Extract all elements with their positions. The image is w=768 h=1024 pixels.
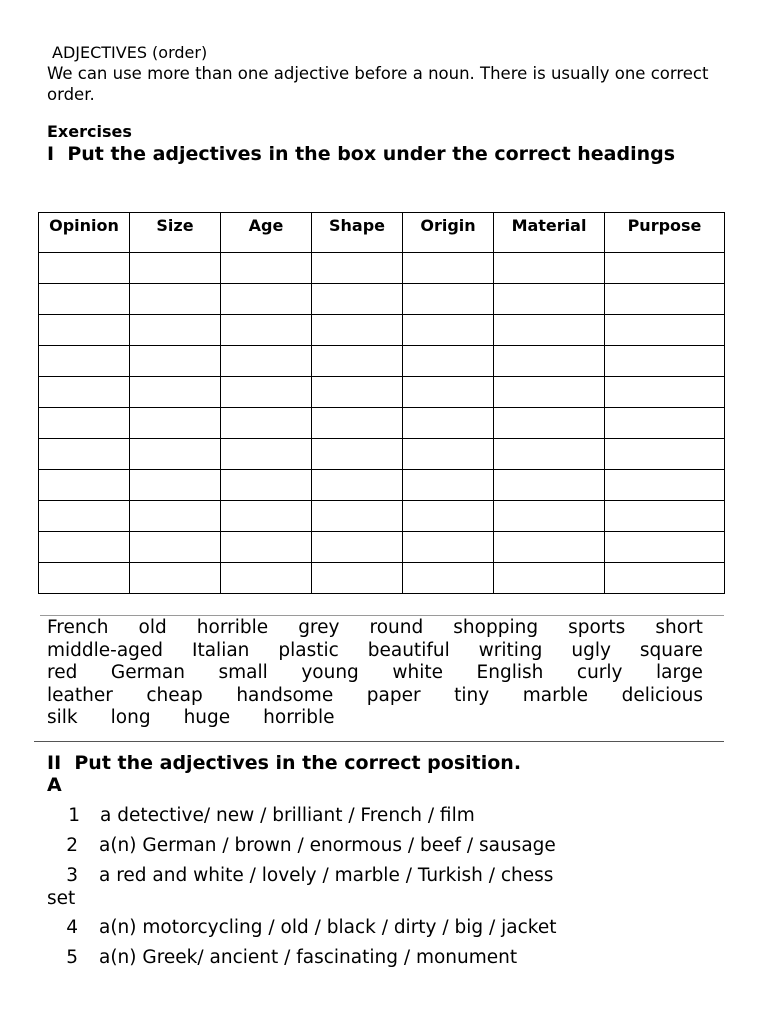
word-item: square — [639, 639, 703, 661]
table-cell — [494, 563, 605, 594]
worksheet-title: ADJECTIVES (order) — [52, 43, 208, 62]
item-text: a red and white / lovely / marble / Turkish / chess — [99, 865, 554, 886]
table-row — [39, 315, 725, 346]
table-cell — [605, 253, 725, 284]
table-cell — [312, 563, 403, 594]
table-row — [39, 346, 725, 377]
word-item: horrible — [263, 707, 335, 728]
table-cell — [39, 470, 130, 501]
table-row — [39, 284, 725, 315]
table-row — [39, 439, 725, 470]
item-text: a(n) German / brown / enormous / beef / sausage — [99, 835, 556, 856]
table-cell — [312, 346, 403, 377]
table-cell — [39, 532, 130, 563]
table-cell — [130, 501, 221, 532]
table-cell — [494, 439, 605, 470]
table-cell — [221, 377, 312, 408]
word-item: huge — [183, 707, 231, 728]
word-item: shopping — [453, 617, 539, 638]
table-cell — [494, 284, 605, 315]
item-text: a(n) motorcycling / old / black / dirty / big / jacket — [99, 917, 557, 938]
table-header-row — [39, 213, 725, 253]
column-header: Opinion — [39, 213, 130, 253]
item-number: 3 — [66, 865, 78, 886]
word-item: white — [392, 662, 443, 683]
table-cell — [494, 377, 605, 408]
list-item — [47, 946, 707, 969]
column-header: Shape — [312, 213, 403, 253]
word-item: delicious — [621, 684, 703, 706]
column-header: Age — [221, 213, 312, 253]
table-cell — [605, 346, 725, 377]
exercise-2-heading — [47, 752, 687, 796]
word-item: round — [369, 617, 424, 638]
word-item: leather — [47, 684, 113, 706]
table-cell — [403, 253, 494, 284]
word-item: Italian — [192, 639, 250, 661]
table-cell — [605, 563, 725, 594]
table-cell — [130, 346, 221, 377]
table-cell — [39, 253, 130, 284]
list-item — [47, 916, 707, 939]
table-row — [39, 470, 725, 501]
table-cell — [130, 470, 221, 501]
word-item: plastic — [278, 639, 339, 661]
table-cell — [39, 346, 130, 377]
table-cell — [605, 408, 725, 439]
table-cell — [130, 284, 221, 315]
table-cell — [221, 315, 312, 346]
list-item — [47, 804, 707, 827]
table-cell — [403, 377, 494, 408]
table-cell — [39, 377, 130, 408]
table-cell — [312, 315, 403, 346]
table-cell — [312, 253, 403, 284]
list-item — [47, 864, 707, 910]
item-text-continuation: set — [47, 888, 76, 909]
table-cell — [403, 470, 494, 501]
table-cell — [605, 315, 725, 346]
word-item: paper — [366, 684, 421, 706]
table-row — [39, 253, 725, 284]
word-item: German — [110, 662, 185, 683]
word-box — [47, 617, 703, 730]
table-row — [39, 563, 725, 594]
table-cell — [312, 408, 403, 439]
table-cell — [221, 284, 312, 315]
word-item: middle-aged — [47, 639, 164, 661]
table-cell — [130, 408, 221, 439]
item-number: 2 — [66, 835, 78, 856]
item-text: a detective/ new / brilliant / French / film — [100, 805, 475, 826]
word-box-top-rule — [40, 615, 724, 616]
word-line — [47, 707, 703, 730]
table-cell — [403, 315, 494, 346]
table-cell — [312, 501, 403, 532]
table-cell — [494, 315, 605, 346]
table-cell — [403, 532, 494, 563]
word-item: handsome — [236, 684, 334, 706]
word-item: French — [47, 617, 109, 638]
table-cell — [221, 532, 312, 563]
column-header: Material — [494, 213, 605, 253]
word-item: writing — [478, 639, 543, 661]
word-box-bottom-rule — [34, 741, 724, 742]
table-cell — [221, 253, 312, 284]
item-number: 4 — [66, 917, 78, 938]
word-item: old — [138, 617, 167, 638]
table-row — [39, 501, 725, 532]
table-cell — [130, 253, 221, 284]
word-item: marble — [522, 684, 589, 706]
table-cell — [494, 408, 605, 439]
section-label: A — [47, 774, 62, 796]
table-cell — [39, 439, 130, 470]
table-body — [39, 253, 725, 594]
table-cell — [312, 284, 403, 315]
exercise-1-heading — [47, 143, 687, 165]
exercise-2-number: II — [47, 752, 62, 774]
table-cell — [221, 501, 312, 532]
table-cell — [312, 532, 403, 563]
table-cell — [130, 439, 221, 470]
table-cell — [221, 439, 312, 470]
word-item: curly — [576, 662, 623, 683]
exercises-label: Exercises — [47, 122, 132, 141]
adjective-category-table — [38, 212, 725, 594]
exercise-1-instruction: Put the adjectives in the box under the correct headings — [67, 143, 676, 165]
word-item: short — [655, 617, 703, 638]
word-item: red — [47, 662, 78, 683]
word-item: beautiful — [367, 639, 450, 661]
word-line — [47, 617, 703, 640]
word-item: small — [218, 662, 268, 683]
word-item: cheap — [146, 684, 203, 706]
table-cell — [39, 315, 130, 346]
table-cell — [312, 470, 403, 501]
word-item: ugly — [571, 639, 611, 661]
word-item: sports — [568, 617, 626, 638]
item-number: 1 — [68, 805, 80, 826]
table-row — [39, 408, 725, 439]
table-cell — [130, 377, 221, 408]
table-cell — [312, 439, 403, 470]
table-cell — [605, 470, 725, 501]
list-item — [47, 834, 707, 857]
table-cell — [221, 563, 312, 594]
table-cell — [605, 501, 725, 532]
word-item: silk — [47, 707, 78, 728]
table-row — [39, 377, 725, 408]
exercise-2-instruction: Put the adjectives in the correct position. — [74, 752, 522, 774]
table-cell — [130, 563, 221, 594]
word-item: grey — [298, 617, 340, 638]
table-cell — [221, 470, 312, 501]
table-cell — [403, 284, 494, 315]
intro-text: We can use more than one adjective before a noun. There is usually one correct order. — [47, 64, 709, 104]
word-item: long — [110, 707, 151, 728]
column-header: Purpose — [605, 213, 725, 253]
table-cell — [605, 439, 725, 470]
word-item: young — [301, 662, 359, 683]
item-number: 5 — [66, 947, 78, 968]
word-line — [47, 640, 703, 663]
column-header: Size — [130, 213, 221, 253]
word-line — [47, 685, 703, 708]
table-cell — [130, 315, 221, 346]
item-text: a(n) Greek/ ancient / fascinating / monument — [99, 947, 518, 968]
table-cell — [403, 501, 494, 532]
table-cell — [312, 377, 403, 408]
table-cell — [130, 532, 221, 563]
word-line — [47, 662, 703, 685]
table-cell — [39, 563, 130, 594]
column-header: Origin — [403, 213, 494, 253]
table-cell — [494, 532, 605, 563]
table-cell — [39, 501, 130, 532]
table-cell — [605, 377, 725, 408]
table-cell — [403, 346, 494, 377]
table-cell — [494, 470, 605, 501]
table-cell — [39, 284, 130, 315]
table-cell — [39, 408, 130, 439]
table-cell — [605, 532, 725, 563]
table-cell — [494, 253, 605, 284]
word-item: large — [656, 662, 703, 683]
table-cell — [221, 408, 312, 439]
exercise-1-number: I — [47, 143, 55, 165]
word-item: horrible — [196, 617, 269, 638]
word-item: English — [476, 662, 544, 683]
table-cell — [605, 284, 725, 315]
table-cell — [494, 501, 605, 532]
word-item: tiny — [454, 684, 490, 706]
exercise-2-items — [47, 804, 707, 976]
table-cell — [494, 346, 605, 377]
table-cell — [221, 346, 312, 377]
table-cell — [403, 439, 494, 470]
table-cell — [403, 408, 494, 439]
table-row — [39, 532, 725, 563]
table-cell — [403, 563, 494, 594]
